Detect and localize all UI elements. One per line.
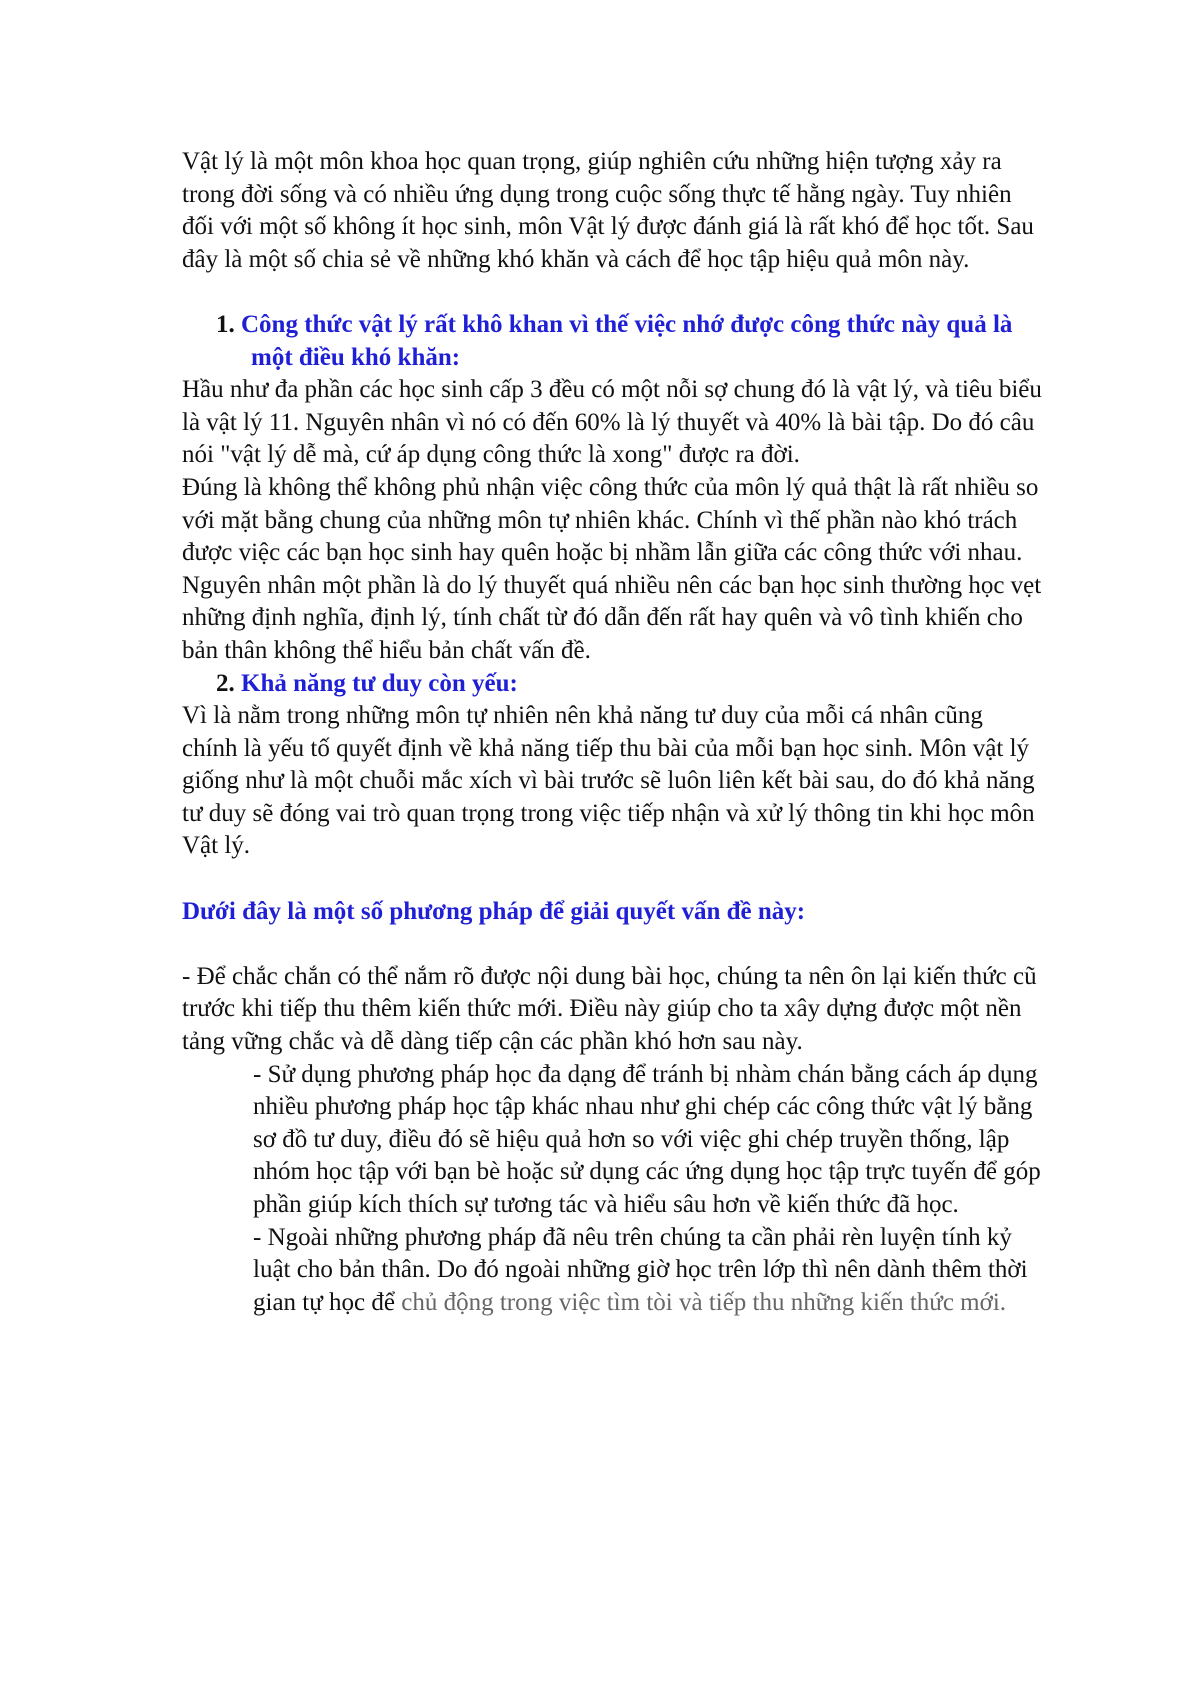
section-1-heading-text: Công thức vật lý rất khô khan vì thế việc nhớ được công thức này quả là một điều khó khăn: bbox=[241, 310, 1013, 371]
section-2-heading bbox=[182, 668, 1042, 701]
method-3-muted-text: chủ động trong việc tìm tòi và tiếp thu những kiến thức mới. bbox=[401, 1288, 1007, 1316]
section-2-number: 2. bbox=[216, 669, 235, 697]
section-1-paragraph-1: Hầu như đa phần các học sinh cấp 3 đều có một nỗi sợ chung đó là vật lý, và tiêu biểu là vật lý 11. Nguyên nhân vì nó có đến 60% là lý thuyết và 40% là bài tập. Do đó câu nói "vật lý dễ mà, cứ áp dụng công thức là xong" được ra đời. bbox=[182, 376, 1042, 469]
method-3-text: - Ngoài những phương pháp đã nêu trên chúng ta cần phải rèn luyện tính kỷ luật cho bản thân. Do đó ngoài những giờ học trên lớp thì nên dành thêm thời gian tự học để bbox=[253, 1223, 1028, 1316]
method-2-paragraph: - Sử dụng phương pháp học đa dạng để tránh bị nhàm chán bằng cách áp dụng nhiều phương pháp học tập khác nhau như ghi chép các công thức vật lý bằng sơ đồ tư duy, điều đó sẽ hiệu quả hơn so với việc ghi chép truyền thống, lập nhóm học tập với bạn bè hoặc sử dụng các ứng dụng học tập trực tuyến để góp phần giúp kích thích sự tương tác và hiểu sâu hơn về kiến thức đã học. bbox=[253, 1060, 1041, 1218]
section-1-paragraph-2: Đúng là không thể không phủ nhận việc công thức của môn lý quả thật là rất nhiều so với mặt bằng chung của những môn tự nhiên khác. Chính vì thế phần nào khó trách được việc các bạn học sinh hay quên hoặc bị nhầm lẫn giữa các công thức với nhau. Nguyên nhân một phần là do lý thuyết quá nhiều nên các bạn học sinh thường học vẹt những định nghĩa, định lý, tính chất từ đó dẫn đến rất hay quên và vô tình khiến cho bản thân không thể hiểu bản chất vấn đề. bbox=[182, 473, 1042, 664]
section-2-paragraph-1: Vì là nằm trong những môn tự nhiên nên khả năng tư duy của mỗi cá nhân cũng chính là yếu tố quyết định về khả năng tiếp thu bài của mỗi bạn học sinh. Môn vật lý giống như là một chuỗi mắc xích vì bài trước sẽ luôn liên kết bài sau, do đó khả năng tư duy sẽ đóng vai trò quan trọng trong việc tiếp nhận và xử lý thông tin khi học môn Vật lý. bbox=[182, 702, 1035, 860]
method-3-paragraph bbox=[182, 1222, 1042, 1320]
intro-paragraph: Vật lý là một môn khoa học quan trọng, giúp nghiên cứu những hiện tượng xảy ra trong đời sống và có nhiều ứng dụng trong cuộc sống thực tế hằng ngày. Tuy nhiên đối với một số không ít học sinh, môn Vật lý được đánh giá là rất khó để học tốt. Sau đây là một số chia sẻ về những khó khăn và cách để học tập hiệu quả môn này. bbox=[182, 148, 1034, 273]
method-1-paragraph: - Để chắc chắn có thể nắm rõ được nội dung bài học, chúng ta nên ôn lại kiến thức cũ trước khi tiếp thu thêm kiến thức mới. Điều này giúp cho ta xây dựng được một nền tảng vững chắc và dễ dàng tiếp cận các phần khó hơn sau này. bbox=[182, 962, 1037, 1056]
document-body bbox=[182, 146, 1042, 1319]
section-1-number: 1. bbox=[216, 310, 235, 338]
section-2-heading-text: Khả năng tư duy còn yếu: bbox=[241, 669, 518, 697]
methods-heading: Dưới đây là một số phương pháp để giải quyết vấn đề này: bbox=[182, 897, 806, 925]
section-1-heading bbox=[182, 309, 1042, 374]
